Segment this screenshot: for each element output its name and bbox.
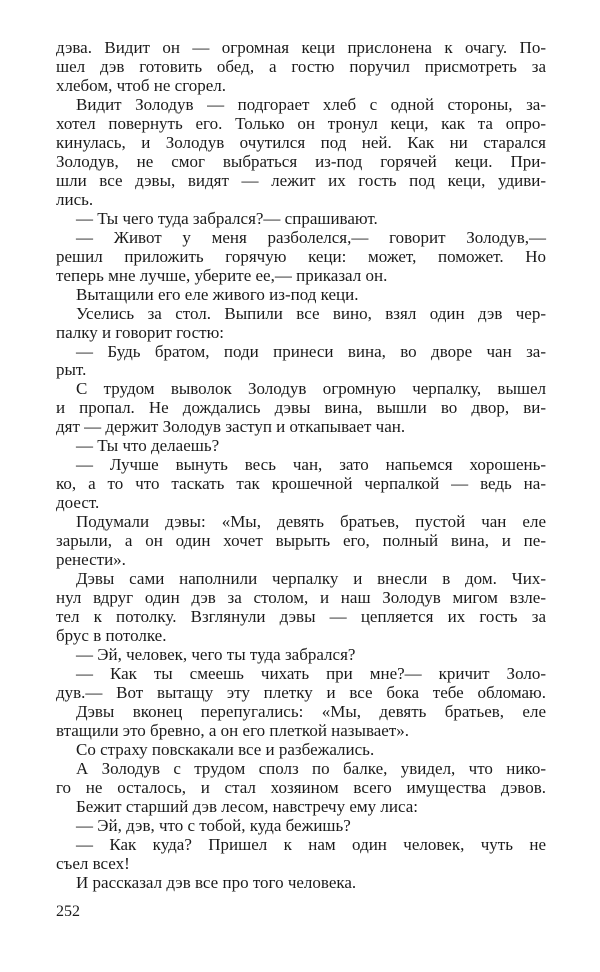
text-line: хотел повернуть его. Только он тронул кеци, как та опро-	[56, 113, 546, 133]
text-line: зарыли, а он один хочет вырыть его, полный вина, и пе-	[56, 531, 546, 551]
text-line: дят — держит Золодув заступ и откапывает чан.	[56, 417, 406, 437]
text-line: Видит Золодув — подгорает хлеб с одной стороны, за-	[76, 94, 546, 114]
text-line: — Эй, человек, чего ты туда забрался?	[76, 645, 356, 664]
text-line: Уселись за стол. Выпили все вино, взял один дэв чер-	[76, 303, 546, 323]
text-line: хлебом, чтоб не сгорел.	[56, 75, 227, 95]
text-line: теперь мне лучше, уберите ее,— приказал он.	[56, 265, 388, 285]
text-line: Золодув, не смог выбраться из-под горячей кеци. При-	[56, 151, 546, 171]
text-line: Дэвы сами наполнили черпалку и внесли в дом. Чих-	[76, 569, 546, 589]
text-line: съел всех!	[56, 853, 130, 873]
text-line: С трудом выволок Золодув огромную черпалку, вышел	[76, 379, 546, 399]
text-line: А Золодув с трудом сполз по балке, увидел, что нико-	[76, 758, 546, 778]
text-line: — Ты чего туда забрался?— спрашивают.	[76, 208, 378, 228]
book-page-text	[56, 38, 546, 892]
text-line: — Эй, дэв, что с тобой, куда бежишь?	[76, 815, 351, 835]
text-line: ренести».	[56, 550, 126, 570]
text-line: — Ты что делаешь?	[76, 436, 220, 456]
text-line: шел дэв готовить обед, а гостю поручил присмотреть за	[56, 56, 546, 76]
text-line: палку и говорит гостю:	[56, 322, 224, 342]
text-line: Дэвы вконец перепугались: «Мы, девять братьев, еле	[76, 701, 546, 721]
text-line: брус в потолке.	[56, 626, 167, 646]
text-line: шли все дэвы, видят — лежит их гость под кеци, удиви-	[56, 170, 546, 190]
text-line: И рассказал дэв все про того человека.	[76, 872, 357, 892]
text-line: нул вдруг один дэв за столом, и наш Золодув мигом взле-	[56, 588, 546, 608]
text-line: — Живот у меня разболелся,— говорит Золодув,—	[76, 227, 546, 247]
text-line: ко, а то что таскать так крошечной черпалкой — ведь на-	[56, 474, 546, 494]
text-line: лись.	[56, 189, 94, 209]
page-number: 252	[56, 903, 80, 920]
text-line: — Лучше вынуть весь чан, зато напьемся хорошень-	[76, 455, 546, 475]
text-line: доест.	[56, 493, 100, 513]
text-line: дэва. Видит он — огромная кеци прислонена к очагу. По-	[56, 38, 546, 57]
text-line: решил приложить горячую кеци: может, поможет. Но	[56, 246, 546, 266]
text-line: рыт.	[56, 360, 87, 380]
text-line: — Как куда? Пришел к нам один человек, чуть не	[76, 834, 546, 854]
text-line: Вытащили его еле живого из-под кеци.	[76, 284, 359, 304]
text-line: — Как ты смеешь чихать при мне?— кричит Золо-	[76, 663, 546, 683]
text-line: го не осталось, и стал хозяином всего имущества дэвов.	[56, 777, 546, 797]
text-line: тел к потолку. Взглянули дэвы — цепляется их гость за	[56, 607, 546, 627]
text-line: Подумали дэвы: «Мы, девять братьев, пустой чан еле	[76, 512, 546, 532]
text-line: Бежит старший дэв лесом, навстречу ему лиса:	[76, 796, 419, 816]
text-line: Со страху повскакали все и разбежались.	[76, 739, 375, 759]
text-line: втащили это бревно, а он его плеткой называет».	[56, 720, 410, 740]
text-line: — Будь братом, поди принеси вина, во дворе чан за-	[76, 341, 546, 361]
text-line: кинулась, и Золодув очутился под ней. Как ни старался	[56, 132, 546, 152]
text-line: дув.— Вот вытащу эту плетку и все бока тебе обломаю.	[56, 682, 546, 702]
text-line: и пропал. Не дождались дэвы вина, вышли во двор, ви-	[56, 398, 546, 418]
